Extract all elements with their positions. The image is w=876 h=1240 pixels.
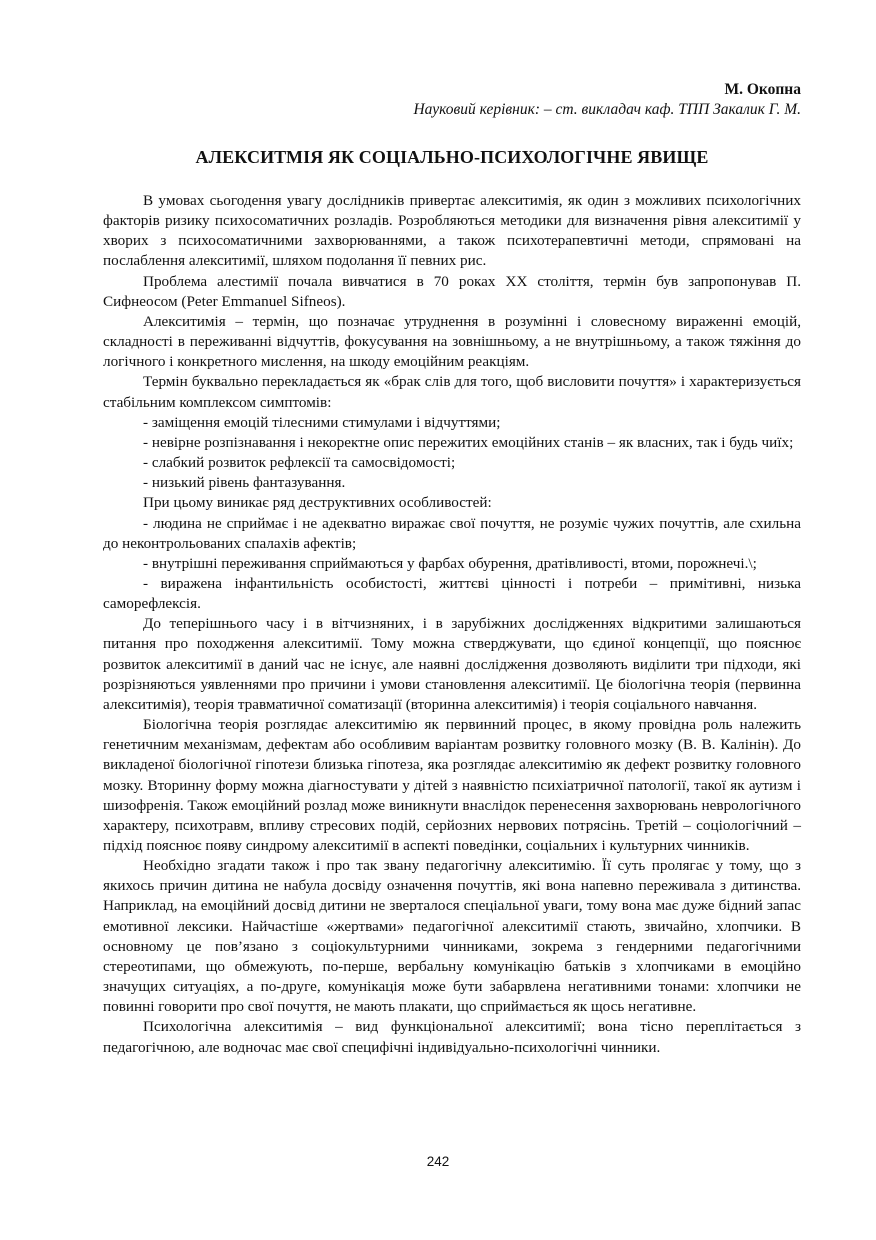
body-text bbox=[103, 191, 801, 1058]
paragraph: Проблема алестимії почала вивчатися в 70 роках XX століття, термін був запропонував П. Сифнеосом (Peter Emmanuel Sifneos). bbox=[103, 272, 801, 310]
author-name: М. Окопна bbox=[724, 81, 801, 98]
list-item: - невірне розпізнавання і некоректне опис пережитих емоційних станів – як власних, так і будь чиїх; bbox=[143, 433, 794, 451]
paragraph: Термін буквально перекладається як «брак слів для того, щоб висловити почуття» і характеризується стабільним комплексом симптомів: bbox=[103, 373, 801, 411]
list-item: - низький рівень фантазування. bbox=[143, 474, 346, 492]
list-item: - людина не сприймає і не адекватно виражає свої почуття, не розуміє чужих почуттів, але схильна до неконтрольованих спалахів афектів; bbox=[103, 514, 801, 552]
paragraph: До теперішнього часу і в вітчизняних, і в зарубіжних дослідженнях відкритими залишаються питання про походження алекситимії. Тому можна стверджувати, що єдиної концепції, що пояснює розвиток алекситимії в даний час не існує, але наявні дослідження дозволяють виділити три підходи, які розрізняються уявленнями про причини і умови становлення алекситимії. Це біологічна теорія (первинна алекситимія), теорія травматичної соматизації (вторинна алекситимія) і теорія соціального навчання. bbox=[103, 615, 801, 713]
paragraph: Необхідно згадати також і про так звану педагогічну алекситимію. Її суть пролягає у тому, що з якихось причин дитина не набула досвіду означення почуттів, які вона напевно переживала з дитинства. Наприклад, на емоційний досвід дитини не зверталося спеціальної уваги, тому вона має дуже бідний запас емотивної лексики. Найчастіше «жертвами» педагогічної алекситимії стають, звичайно, хлопчики. В основному це пов’язано з соціокультурними чинниками, зокрема з гендерними педагогічними стереотипами, що обмежують, по-перше, вербальну комунікацію батьків з хлопчиками в емоційно значущих ситуаціях, а по-друге, комунікація може бути забарвлена негативними тонами: хлопчики не повинні говорити про свої почуття, не мають плакати, що сприймається як щось негативне. bbox=[103, 857, 801, 1016]
supervisor-line: Науковий керівник: – ст. викладач каф. ТПП Закалик Г. М. bbox=[413, 101, 801, 118]
list-item: - заміщення емоцій тілесними стимулами і відчуттями; bbox=[143, 413, 501, 431]
paragraph: Біологічна теорія розглядає алекситимію як первинний процес, в якому провідна роль належить генетичним механізмам, дефектам або особливим варіантам розвитку головного мозку (В. В. Калінін). До викладеної біологічної гіпотези близька гіпотеза, яка розглядає алекситимію як дефект розвитку головного мозку. Вторинну форму можна діагностувати у дітей з наявністю психіатричної патології, такої як аутизм і шизофренія. Також емоційний розлад може виникнути внаслідок перенесення захворювань неврологічного характеру, психотравм, впливу стресових подій, серйозних нервових потрясінь. Третій – соціологічний – підхід пояснює появу синдрому алекситимії в аспекті поведінки, соціальних і культурних чинників. bbox=[103, 716, 801, 854]
list-item: - внутрішні переживання сприймаються у фарбах обурення, дратівливості, втоми, порожнечі.\; bbox=[143, 554, 757, 572]
paragraph: Психологічна алекситимія – вид функціональної алекситимії; вона тісно переплітається з педагогічною, але водночас має свої специфічні індивідуально-психологічні чинники. bbox=[103, 1018, 801, 1056]
paper-title: АЛЕКСИТМІЯ ЯК СОЦІАЛЬНО-ПСИХОЛОГІЧНЕ ЯВИЩЕ bbox=[195, 147, 709, 167]
page-number: 242 bbox=[426, 1154, 450, 1169]
paragraph: При цьому виникає ряд деструктивних особливостей: bbox=[143, 494, 492, 512]
list-item: - виражена інфантильність особистості, життєві цінності і потреби – примітивні, низька саморефлексія. bbox=[103, 574, 801, 613]
paragraph: В умовах сьогодення увагу дослідників привертає алекситимія, як один з можливих психологічних факторів ризику психосоматичних розладів. Розробляються методики для визначення рівня алекситимії у хворих з психосоматичними захворюваннями, а також психотерапевтичні методи, спрямовані на послаблення алекситимії, шляхом подолання її певних рис. bbox=[103, 192, 801, 270]
paragraph: Алекситимія – термін, що позначає утруднення в розумінні і словесному вираженні емоцій, складності в переживанні відчуттів, фокусування на зовнішньому, а не внутрішньому, а також тяжіння до логічного і конкретного мислення, на шкоду емоційним реакціям. bbox=[103, 312, 801, 371]
page-content bbox=[103, 80, 801, 1058]
list-item: - слабкий розвиток рефлексії та самосвідомості; bbox=[143, 454, 456, 472]
